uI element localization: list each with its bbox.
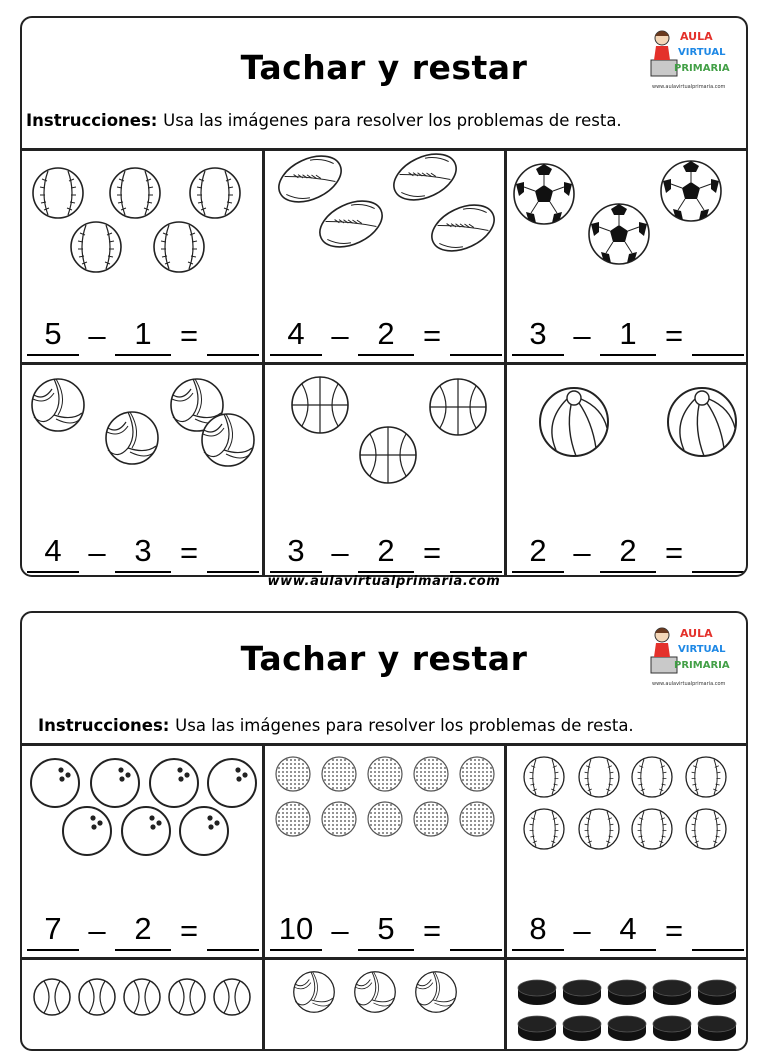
worksheet-title: Tachar y restar <box>240 48 528 87</box>
minuend: 10 <box>270 909 322 951</box>
minuend: 3 <box>270 531 322 573</box>
subtraction-equation <box>512 529 745 573</box>
subtraction-equation <box>512 907 745 951</box>
instructions <box>26 111 622 130</box>
problem-cell <box>507 960 748 1051</box>
minuend: 3 <box>512 314 564 356</box>
subtrahend: 2 <box>600 531 656 573</box>
answer-blank[interactable] <box>692 949 744 951</box>
subtrahend: 5 <box>358 909 414 951</box>
aula-virtual-logo <box>648 621 732 689</box>
logo-line-2: VIRTUAL <box>678 47 726 58</box>
answer-blank[interactable] <box>692 354 744 356</box>
football-icon <box>265 151 504 296</box>
problem-cell <box>265 365 504 577</box>
minuend: 2 <box>512 531 564 573</box>
subtrahend: 2 <box>115 909 171 951</box>
worksheet-header <box>22 613 746 746</box>
answer-blank[interactable] <box>692 571 744 573</box>
minus-sign: – <box>573 913 591 948</box>
problem-cell <box>22 151 262 362</box>
hockey-puck-icon <box>507 960 747 1051</box>
minus-sign: – <box>88 318 106 353</box>
problem-grid <box>22 746 746 1049</box>
answer-blank[interactable] <box>207 354 259 356</box>
problem-cell <box>507 151 748 362</box>
problem-cell <box>265 960 504 1051</box>
answer-blank[interactable] <box>450 949 502 951</box>
beach-ball-icon <box>507 365 747 510</box>
problem-cell <box>507 746 748 957</box>
equals-sign: = <box>664 318 684 353</box>
minus-sign: – <box>331 318 349 353</box>
minus-sign: – <box>331 535 349 570</box>
subtraction-equation <box>270 312 499 356</box>
subtraction-equation <box>270 907 499 951</box>
equals-sign: = <box>664 535 684 570</box>
problem-cell <box>22 960 262 1051</box>
logo-line-3: PRIMARIA <box>674 63 730 74</box>
minus-sign: – <box>88 913 106 948</box>
minuend: 4 <box>27 531 79 573</box>
equals-sign: = <box>179 318 199 353</box>
golf-ball-icon <box>265 746 504 891</box>
answer-blank[interactable] <box>450 354 502 356</box>
minus-sign: – <box>331 913 349 948</box>
logo-line-2: VIRTUAL <box>678 644 726 655</box>
problem-grid <box>22 151 746 575</box>
subtraction-equation <box>512 312 745 356</box>
equals-sign: = <box>664 913 684 948</box>
minus-sign: – <box>573 535 591 570</box>
volleyball-icon <box>265 960 504 1051</box>
logo-url: www.aulavirtualprimaria.com <box>652 681 726 687</box>
equals-sign: = <box>179 913 199 948</box>
worksheet-2 <box>20 611 748 1051</box>
subtrahend: 4 <box>600 909 656 951</box>
footer-url[interactable]: www.aulavirtualprimaria.com <box>267 574 501 589</box>
problem-cell <box>265 151 504 362</box>
basketball-icon <box>265 365 504 510</box>
subtrahend: 3 <box>115 531 171 573</box>
subtrahend: 1 <box>600 314 656 356</box>
equals-sign: = <box>179 535 199 570</box>
instructions-label: Instrucciones: <box>38 716 170 735</box>
minuend: 5 <box>27 314 79 356</box>
instructions-text: Usa las imágenes para resolver los problemas de resta. <box>175 716 634 735</box>
equals-sign: = <box>422 318 442 353</box>
answer-blank[interactable] <box>207 949 259 951</box>
subtraction-equation <box>27 312 257 356</box>
equals-sign: = <box>422 535 442 570</box>
minus-sign: – <box>88 535 106 570</box>
problem-cell <box>507 365 748 577</box>
logo-line-3: PRIMARIA <box>674 660 730 671</box>
minuend: 8 <box>512 909 564 951</box>
problem-cell <box>22 746 262 957</box>
tennis-ball-icon <box>22 960 262 1051</box>
subtrahend: 1 <box>115 314 171 356</box>
subtraction-equation <box>270 529 499 573</box>
logo-url: www.aulavirtualprimaria.com <box>652 84 726 90</box>
logo-line-1: AULA <box>680 627 713 640</box>
soccer-ball-icon <box>507 151 747 296</box>
problem-cell <box>265 746 504 957</box>
instructions-text: Usa las imágenes para resolver los problemas de resta. <box>163 111 622 130</box>
baseball-icon <box>22 151 262 296</box>
answer-blank[interactable] <box>450 571 502 573</box>
baseball-icon <box>507 746 747 891</box>
subtrahend: 2 <box>358 314 414 356</box>
minus-sign: – <box>573 318 591 353</box>
bowling-ball-icon <box>22 746 262 891</box>
subtraction-equation <box>27 529 257 573</box>
subtrahend: 2 <box>358 531 414 573</box>
subtraction-equation <box>27 907 257 951</box>
minuend: 4 <box>270 314 322 356</box>
logo-line-1: AULA <box>680 30 713 43</box>
minuend: 7 <box>27 909 79 951</box>
aula-virtual-logo <box>648 24 732 92</box>
instructions <box>38 716 634 735</box>
equals-sign: = <box>422 913 442 948</box>
instructions-label: Instrucciones: <box>26 111 158 130</box>
problem-cell <box>22 365 262 577</box>
worksheet-header <box>22 18 746 151</box>
worksheet-1 <box>20 16 748 577</box>
volleyball-icon <box>22 365 262 510</box>
worksheet-title: Tachar y restar <box>240 639 528 678</box>
answer-blank[interactable] <box>207 571 259 573</box>
